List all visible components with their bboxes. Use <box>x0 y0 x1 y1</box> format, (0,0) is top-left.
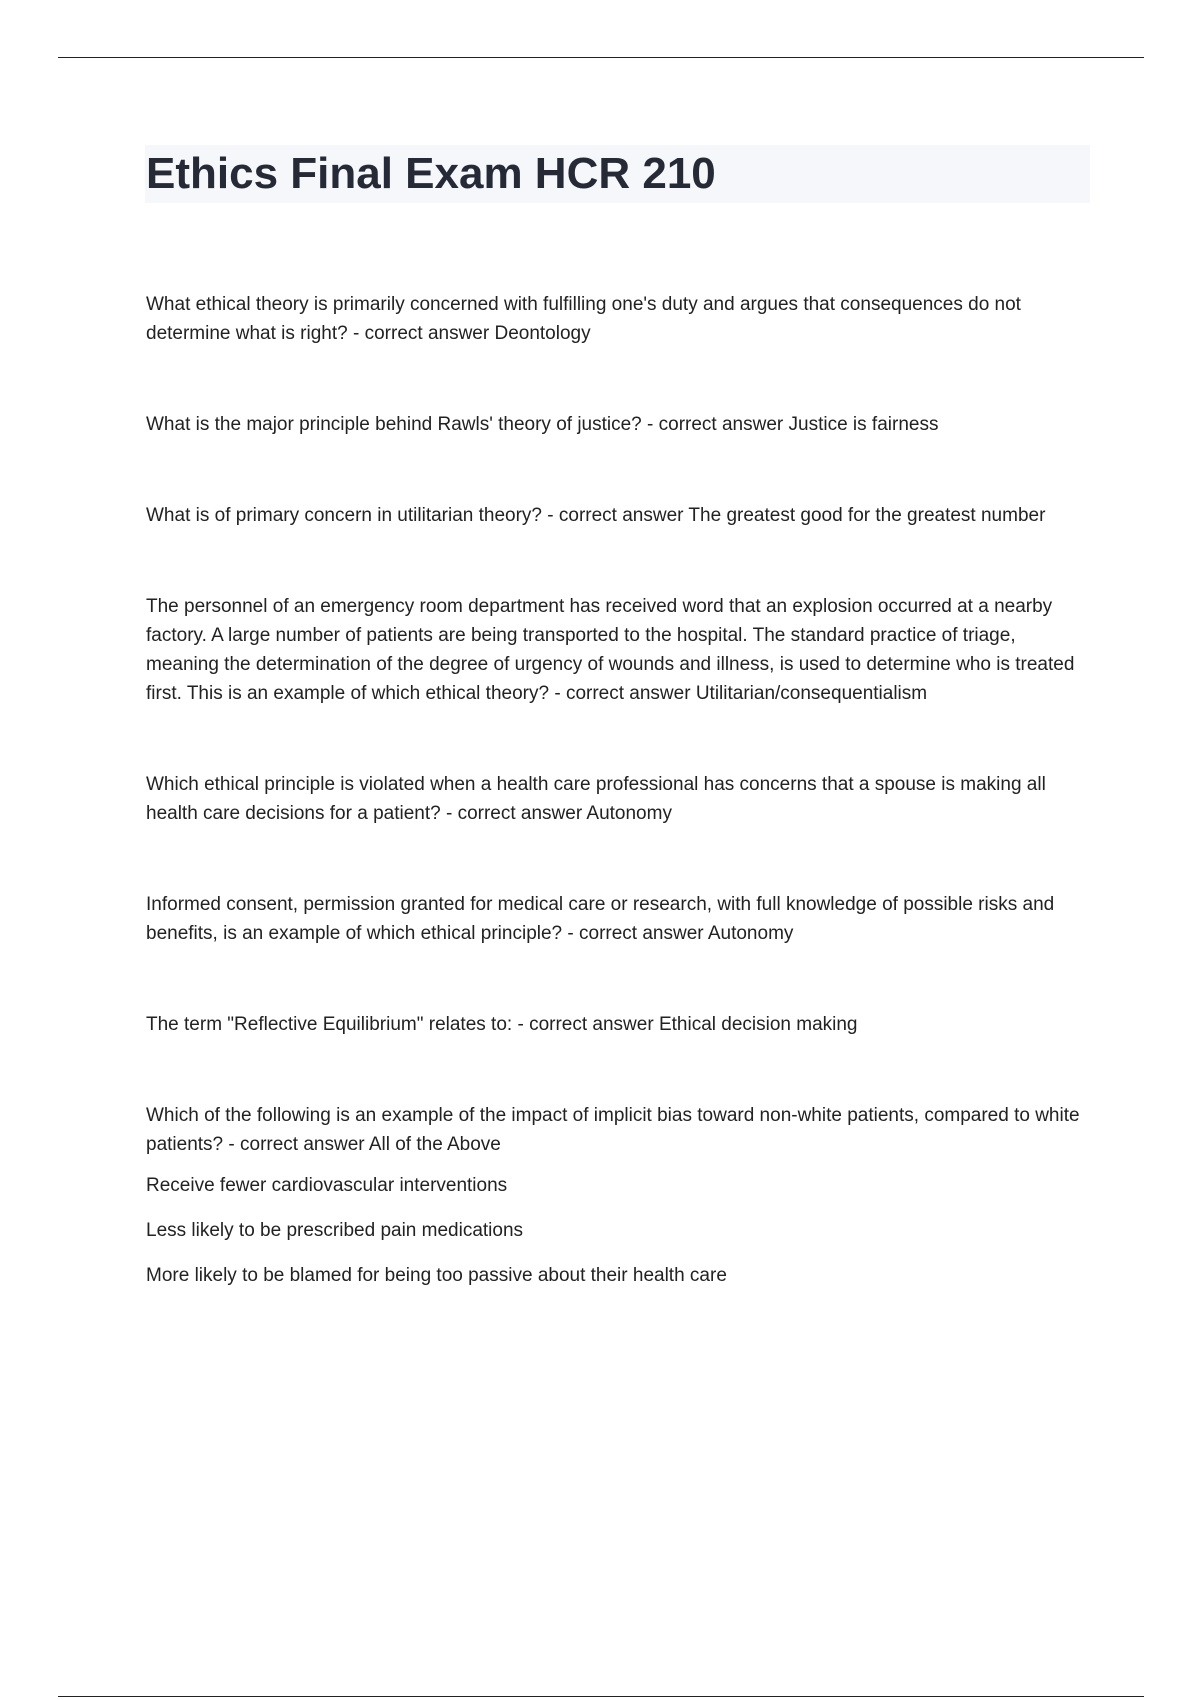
question-text: The personnel of an emergency room department has received word that an explosion occurred at a nearby factory. A large number of patients are being transported to the hospital. The standard practice of triage, meaning the determination of the degree of urgency of wounds and illness, is used to determine who is treated first. This is an example of which ethical theory? <box>146 596 1075 704</box>
qa-item <box>146 1101 1091 1159</box>
option-item: More likely to be blamed for being too passive about their health care <box>146 1265 727 1286</box>
document-body <box>146 290 1091 1306</box>
answer-text: The greatest good for the greatest number <box>688 505 1046 526</box>
answer-separator: - correct answer <box>549 683 696 704</box>
qa-item <box>146 501 1091 530</box>
answer-separator: - correct answer <box>542 505 689 526</box>
answer-separator: - correct answer <box>223 1134 369 1155</box>
question-text: What ethical theory is primarily concerned with fulfilling one's duty and argues that consequences do not determine what is right? <box>146 294 1021 344</box>
bottom-rule <box>58 1696 1144 1697</box>
answer-text: Autonomy <box>586 803 672 824</box>
question-text: Which ethical principle is violated when a health care professional has concerns that a spouse is making all health care decisions for a patient? <box>146 774 1046 824</box>
qa-item <box>146 410 1091 439</box>
answer-text: Justice is fairness <box>788 414 939 435</box>
answer-text: Ethical decision making <box>658 1014 858 1035</box>
question-text: The term "Reflective Equilibrium" relates to: <box>146 1014 513 1035</box>
qa-item <box>146 592 1091 708</box>
qa-item <box>146 770 1091 828</box>
answer-text: All of the Above <box>368 1134 501 1155</box>
page-title: Ethics Final Exam HCR 210 <box>146 149 716 198</box>
question-text: Informed consent, permission granted for medical care or research, with full knowledge of possible risks and benefits, is an example of which ethical principle? <box>146 894 1055 944</box>
question-text: Which of the following is an example of the impact of implicit bias toward non-white patients, compared to white patients? <box>146 1105 1080 1155</box>
qa-item <box>146 290 1091 348</box>
answer-text: Deontology <box>494 323 591 344</box>
answer-text: Autonomy <box>707 923 794 944</box>
qa-item <box>146 890 1091 948</box>
top-rule <box>58 57 1144 58</box>
answer-separator: - correct answer <box>512 1014 659 1035</box>
answer-separator: - correct answer <box>562 923 708 944</box>
option-item: Less likely to be prescribed pain medications <box>146 1220 524 1241</box>
answer-text: Utilitarian/consequentialism <box>695 683 928 704</box>
question-text: What is the major principle behind Rawls' theory of justice? <box>146 414 642 435</box>
qa-item <box>146 1010 1091 1039</box>
answer-separator: - correct answer <box>440 803 587 824</box>
answer-options-list <box>146 1171 1091 1290</box>
question-text: What is of primary concern in utilitarian theory? <box>146 505 542 526</box>
option-item: Receive fewer cardiovascular interventions <box>146 1175 508 1196</box>
answer-separator: - correct answer <box>641 414 789 435</box>
answer-separator: - correct answer <box>347 323 495 344</box>
